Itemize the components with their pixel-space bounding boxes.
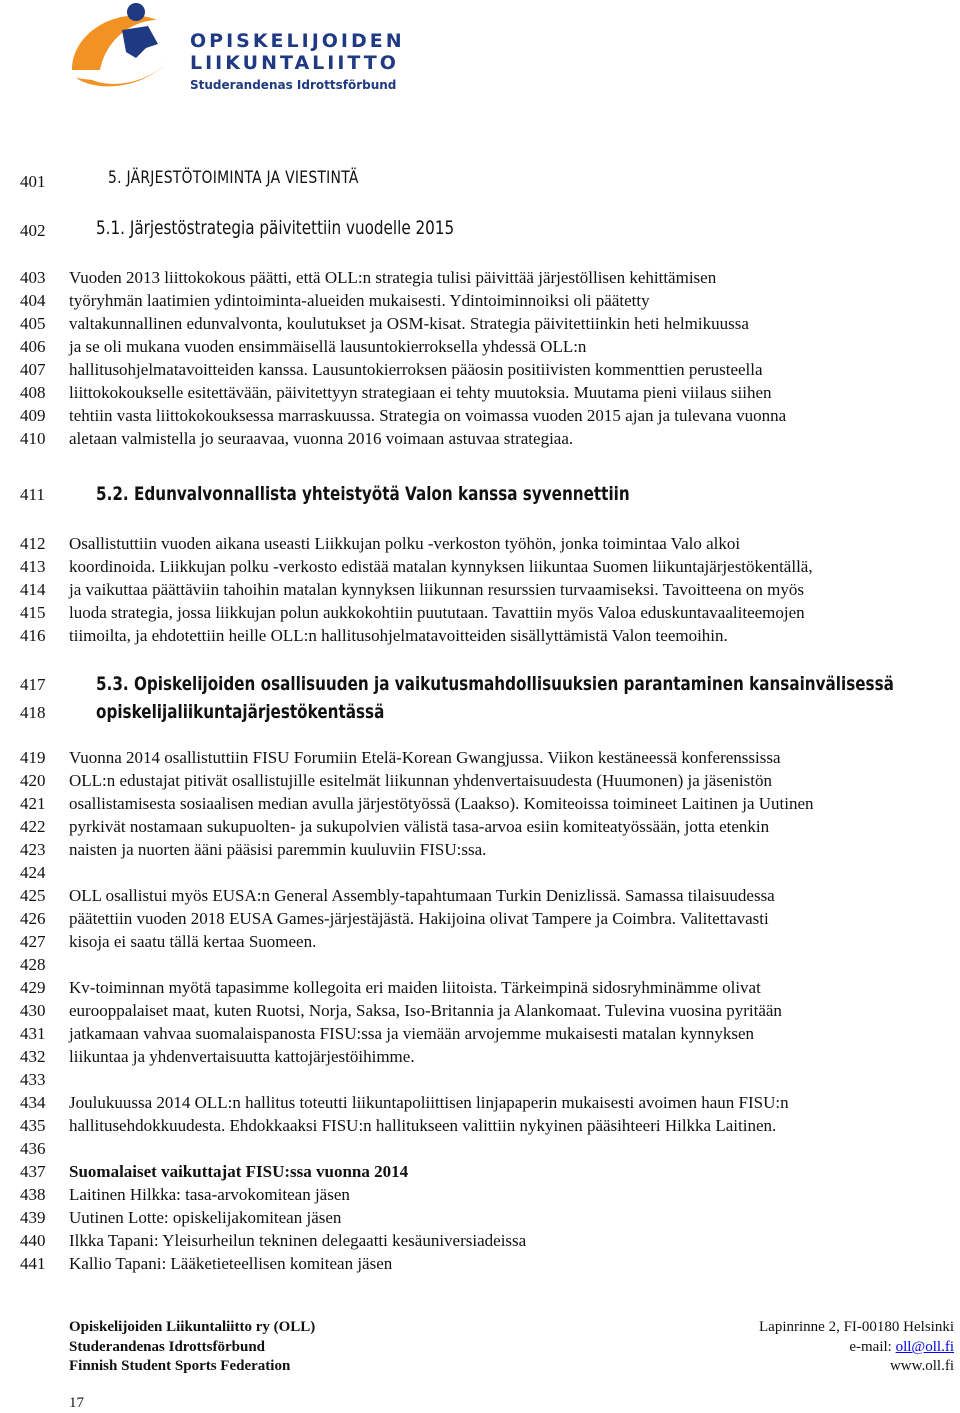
line-number: 413	[20, 557, 46, 576]
line-number: 433	[20, 1070, 46, 1089]
line-number: 408	[20, 383, 46, 402]
line-number: 438	[20, 1185, 46, 1204]
footer-address: Lapinrinne 2, FI-00180 Helsinki	[759, 1319, 954, 1335]
subsection-heading-5-2: 5.2. Edunvalvonnallista yhteistyötä Valon kanssa syvennettiin	[96, 483, 630, 505]
paragraph-line: luoda strategia, jossa liikkujan polun aukkokohtiin puututaan. Tavattiin myös Valoa eduskuntavaaliteemojen	[69, 603, 805, 622]
paragraph-line: liittokokoukselle esitettävään, päivitettyyn strategiaan ei tehty muutoksia. Muutama pieni viilaus siihen	[69, 383, 772, 402]
paragraph-line: Vuoden 2013 liittokokous päätti, että OLL:n strategia tulisi päivittää järjestöllisen kehittämisen	[69, 268, 717, 287]
line-number: 407	[20, 360, 46, 379]
list-item: Uutinen Lotte: opiskelijakomitean jäsen	[69, 1208, 342, 1227]
line-number: 422	[20, 817, 46, 836]
line-number: 405	[20, 314, 46, 333]
paragraph-line: eurooppalaiset maat, kuten Ruotsi, Norja, Saksa, Iso-Britannia ja Alankomaat. Tulevina vuosina pyritään	[69, 1001, 782, 1020]
paragraph-line: osallistamisesta sosiaalisen median avulla järjestötyössä (Laakso). Komiteoissa toimineet Laitinen ja Uutinen	[69, 794, 814, 813]
line-number: 431	[20, 1024, 46, 1043]
paragraph-line: jatkamaan vahvaa suomalaispanosta FISU:ssa ja viemään arvojemme mukaisesti matalan kynnyksen	[69, 1024, 755, 1043]
list-item: Laitinen Hilkka: tasa-arvokomitean jäsen	[69, 1185, 350, 1204]
oll-logo	[62, 0, 405, 100]
line-number: 439	[20, 1208, 46, 1227]
line-number: 435	[20, 1116, 46, 1135]
logo-mark	[62, 0, 182, 100]
list-item: Kallio Tapani: Lääketieteellisen komitean jäsen	[69, 1254, 393, 1273]
line-number: 421	[20, 794, 46, 813]
list-item: Ilkka Tapani: Yleisurheilun tekninen delegaatti kesäuniversiadeissa	[69, 1231, 527, 1250]
page-number: 17	[69, 1395, 84, 1411]
footer-org-name-en: Finnish Student Sports Federation	[69, 1358, 291, 1374]
line-number: 418	[20, 703, 46, 722]
paragraph-line: naisten ja nuorten ääni pääsisi paremmin kuuluviin FISU:ssa.	[69, 840, 487, 859]
footer-email	[849, 1337, 954, 1357]
line-number: 411	[20, 485, 45, 504]
line-number: 412	[20, 534, 46, 553]
line-number: 440	[20, 1231, 46, 1250]
line-number: 402	[20, 221, 46, 240]
line-number: 434	[20, 1093, 46, 1112]
list-title: Suomalaiset vaikuttajat FISU:ssa vuonna 2014	[69, 1162, 409, 1181]
paragraph-line: ja vaikuttaa päättäviin tahoihin matalan kynnyksen liikunnan resurssien turvaamiseksi. Tavoitteena on myös	[69, 580, 804, 599]
subsection-heading-5-1: 5.1. Järjestöstrategia päivitettiin vuodelle 2015	[96, 217, 455, 239]
line-number: 424	[20, 863, 46, 882]
paragraph-line: aletaan valmistella jo seuraavaa, vuonna 2016 voimaan astuvaa strategiaa.	[69, 429, 574, 448]
line-number: 403	[20, 268, 46, 287]
paragraph-line: kisoja ei saatu tällä kertaa Suomeen.	[69, 932, 317, 951]
paragraph-line: liikuntaa ja yhdenvertaisuutta kattojärjestöihimme.	[69, 1047, 415, 1066]
paragraph-line: OLL:n edustajat pitivät osallistujille esitelmät liikunnan yhdenvertaisuudesta (Huumonen) ja jäsenistön	[69, 771, 772, 790]
logo-line2: LIIKUNTALIITTO	[190, 52, 399, 74]
footer-email-link[interactable]: oll@oll.fi	[895, 1339, 954, 1355]
footer-org-name-sv: Studerandenas Idrottsförbund	[69, 1339, 266, 1355]
paragraph-line: päätettiin vuoden 2018 EUSA Games-järjestäjästä. Hakijoina olivat Tampere ja Coimbra. Valitettavasti	[69, 909, 769, 928]
line-number: 415	[20, 603, 46, 622]
line-number: 423	[20, 840, 46, 859]
line-number: 426	[20, 909, 46, 928]
line-number: 417	[20, 675, 46, 694]
line-number: 430	[20, 1001, 46, 1020]
paragraph-line: tiimoilta, ja ehdotettiin heille OLL:n hallitusohjelmatavoitteiden sisällyttämistä Valon teemoihin.	[69, 626, 728, 645]
paragraph-line: pyrkivät nostamaan sukupuolten- ja sukupolvien välistä tasa-arvoa esiin komiteatyössään, jotta etenkin	[69, 817, 770, 836]
paragraph-line: Kv-toiminnan myötä tapasimme kollegoita eri maiden liitoista. Tärkeimpinä sidosryhminämme olivat	[69, 978, 761, 997]
paragraph-line: OLL osallistui myös EUSA:n General Assembly-tapahtumaan Turkin Denizlissä. Samassa tilaisuudessa	[69, 886, 775, 905]
footer-website[interactable]: www.oll.fi	[889, 1358, 954, 1374]
line-number: 406	[20, 337, 46, 356]
line-number: 410	[20, 429, 46, 448]
line-number: 409	[20, 406, 46, 425]
logo-line3: Studerandenas Idrottsförbund	[190, 78, 397, 92]
line-number: 414	[20, 580, 46, 599]
paragraph-line: työryhmän laatimien ydintoiminta-alueiden mukaisesti. Ydintoiminnoiksi oli päätetty	[69, 291, 650, 310]
line-number: 401	[20, 172, 46, 191]
logo-line1: OPISKELIJOIDEN	[190, 30, 405, 52]
subsection-heading-5-3: 5.3. Opiskelijoiden osallisuuden ja vaikutusmahdollisuuksien parantaminen kansainvälisessä	[96, 673, 894, 695]
line-number: 419	[20, 748, 46, 767]
line-number: 436	[20, 1139, 46, 1158]
paragraph-line: hallitusehdokkuudesta. Ehdokkaaksi FISU:n hallitukseen valittiin nykyinen pääsihteeri Hilkka Laitinen.	[69, 1116, 777, 1135]
line-number: 437	[20, 1162, 46, 1181]
subsection-heading-5-3-cont: opiskelijaliikuntajärjestökentässä	[96, 701, 385, 723]
line-number: 420	[20, 771, 46, 790]
paragraph-line: Vuonna 2014 osallistuttiin FISU Forumiin Etelä-Korean Gwangjussa. Viikon kestäneessä konferenssissa	[69, 748, 781, 767]
line-number: 425	[20, 886, 46, 905]
line-number: 416	[20, 626, 46, 645]
paragraph-line: Joulukuussa 2014 OLL:n hallitus toteutti liikuntapoliittisen linjapaperin mukaisesti avoimen haun FISU:n	[69, 1093, 789, 1112]
line-number: 429	[20, 978, 46, 997]
paragraph-line: tehtiin vasta liittokokouksessa marraskuussa. Strategia on voimassa vuoden 2015 ajan ja tulevana vuonna	[69, 406, 787, 425]
footer-email-label: e-mail:	[849, 1339, 896, 1355]
paragraph-line: ja se oli mukana vuoden ensimmäisellä lausuntokierroksella yhdessä OLL:n	[69, 337, 587, 356]
paragraph-line: koordinoida. Liikkujan polku -verkosto edistää matalan kynnyksen liikuntaa Suomen liikuntajärjestökentällä,	[69, 557, 813, 576]
paragraph-line: Osallistuttiin vuoden aikana useasti Liikkujan polku -verkoston työhön, jonka toimintaa Valo alkoi	[69, 534, 741, 553]
line-number: 428	[20, 955, 46, 974]
paragraph-line: hallitusohjelmatavoitteiden kanssa. Lausuntokierroksen pääosin positiivisten kommenttien perusteella	[69, 360, 763, 379]
line-number: 432	[20, 1047, 46, 1066]
line-number: 441	[20, 1254, 46, 1273]
line-number: 404	[20, 291, 46, 310]
section-heading: 5. JÄRJESTÖTOIMINTA JA VIESTINTÄ	[108, 168, 359, 188]
paragraph-line: valtakunnallinen edunvalvonta, koulutukset ja OSM-kisat. Strategia päivitettiinkin heti helmikuussa	[69, 314, 749, 333]
line-number: 427	[20, 932, 46, 951]
footer-org-name: Opiskelijoiden Liikuntaliitto ry (OLL)	[69, 1319, 316, 1335]
